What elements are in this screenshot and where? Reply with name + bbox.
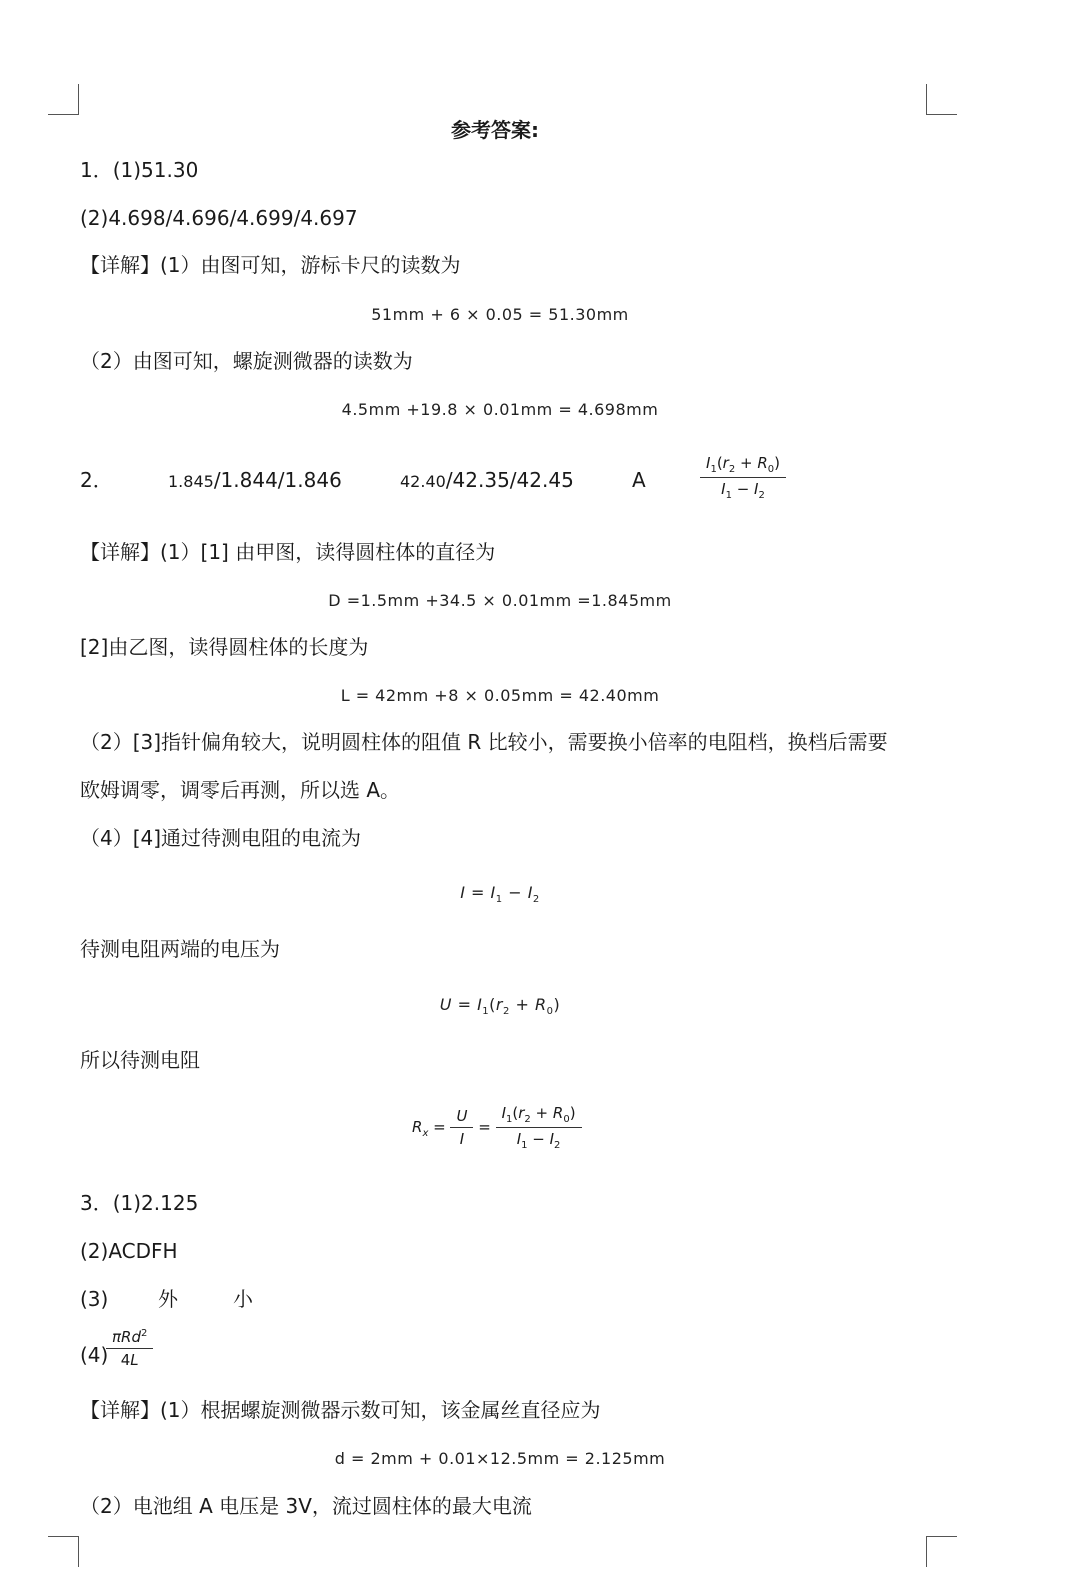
q3-detail-1: 【详解】(1）根据螺旋测微器示数可知，该金属丝直径应为	[80, 1398, 601, 1422]
q3-detail-2: （2）电池组 A 电压是 3V，流过圆柱体的最大电流	[80, 1494, 532, 1518]
q2-text-voltage: 待测电阻两端的电压为	[80, 937, 280, 961]
q2-answer-3: A	[632, 468, 646, 492]
q2-formula-resistance: $R_x$ = $\frac{U}{I}$ = $\frac{I_1(r_2 + R_0)}{I_1 - I_2}$	[412, 1104, 582, 1151]
q2-text-resistance: 所以待测电阻	[80, 1048, 200, 1072]
q2-answer-2-main: 42.40	[400, 472, 446, 491]
q3-answer-3-label: (3)	[80, 1287, 109, 1311]
crop-mark-bottom-right	[926, 1536, 957, 1567]
q3-answer-1: 3．(1)2.125	[80, 1191, 199, 1215]
q1-detail-1: 【详解】(1）由图可知，游标卡尺的读数为	[80, 253, 461, 277]
q2-answer-4-formula: $\frac{I_1(r_2 + R_0)}{I_1 - I_2}$	[700, 454, 786, 501]
q3-answer-2: (2)ACDFH	[80, 1239, 178, 1263]
q1-detail-2: （2）由图可知，螺旋测微器的读数为	[80, 349, 413, 373]
q1-equation-1: 51mm + 6 × 0.05 = 51.30mm	[371, 305, 629, 324]
q3-answer-3b: 小	[233, 1287, 253, 1311]
q1-answer-2: (2)4.698/4.696/4.699/4.697	[80, 206, 358, 230]
crop-mark-top-right	[926, 84, 957, 115]
q2-number: 2．	[80, 468, 113, 492]
q2-formula-current: $I = I_1 - I_2$	[460, 883, 540, 906]
q3-answer-3a: 外	[158, 1287, 178, 1311]
q3-equation-1: d = 2mm + 0.01×12.5mm = 2.125mm	[334, 1449, 666, 1468]
q1-equation-2: 4.5mm +19.8 × 0.01mm = 4.698mm	[341, 400, 659, 419]
page-title: 参考答案:	[451, 118, 539, 142]
q2-answer-1-main: 1.845	[168, 472, 214, 491]
q2-formula-voltage: $U = I_1(r_2 + R_0)$	[439, 995, 561, 1018]
q2-answer-1-alt: /1.844/1.846	[213, 468, 342, 492]
q2-answer-1	[168, 466, 342, 496]
q3-answer-4-formula: $\frac{\pi Rd^2}{4L}$	[106, 1328, 153, 1369]
q2-detail-2: [2]由乙图，读得圆柱体的长度为	[80, 635, 369, 659]
q2-detail-3a: （2）[3]指针偏角较大，说明圆柱体的阻值 R 比较小，需要换小倍率的电阻档，换档后需要	[80, 730, 888, 754]
crop-mark-bottom-left	[48, 1536, 79, 1567]
q2-detail-3b: 欧姆调零，调零后再测，所以选 A。	[80, 778, 401, 802]
q2-detail-1: 【详解】(1）[1] 由甲图，读得圆柱体的直径为	[80, 540, 496, 564]
q2-answer-2	[400, 466, 574, 496]
crop-mark-top-left	[48, 84, 79, 115]
q2-answer-2-alt: /42.35/42.45	[445, 468, 574, 492]
q1-answer-1: 1．(1)51.30	[80, 158, 199, 182]
q2-equation-1: D =1.5mm +34.5 × 0.01mm =1.845mm	[328, 591, 672, 610]
q3-answer-4-label: (4)	[80, 1343, 109, 1367]
q2-equation-2: L = 42mm +8 × 0.05mm = 42.40mm	[340, 686, 660, 705]
q2-detail-4: （4）[4]通过待测电阻的电流为	[80, 826, 362, 850]
